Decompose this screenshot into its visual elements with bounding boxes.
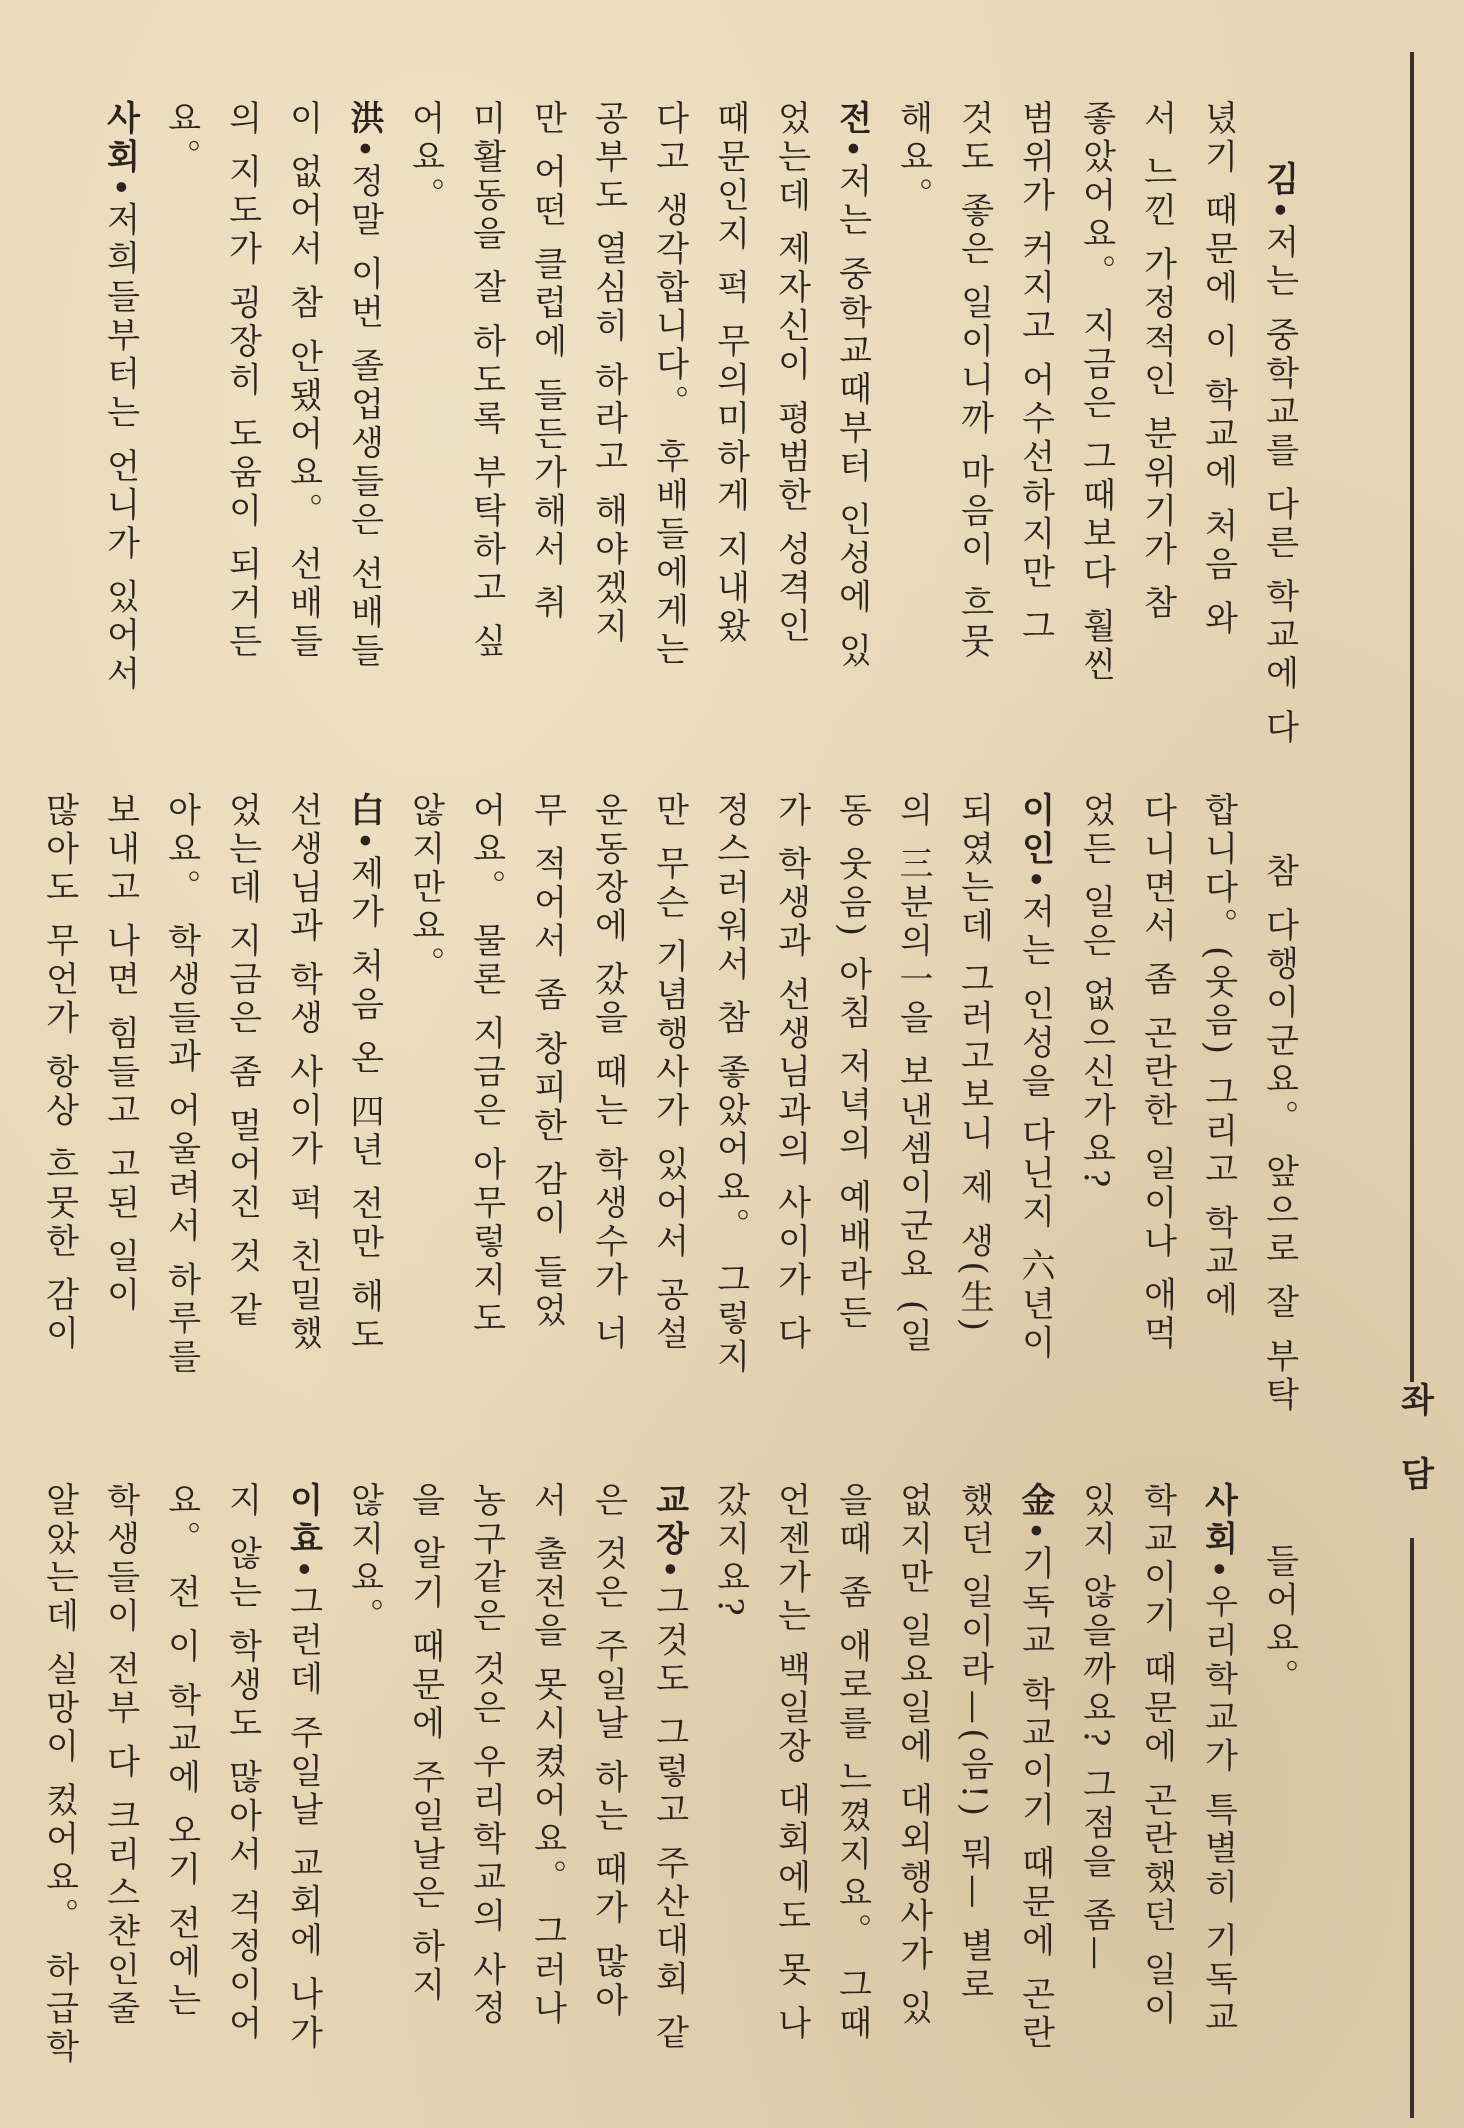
middle-text-block: 참 다행이군요。 앞으로 잘 부탁 합니다。(웃음) 그리고 학교에 다니면서 좀 곤란한 일이나 애먹 었든 일은 없으신가요? 이인•저는 인성을 다닌지 六년이 되였는데 그러고보니 제 생(生) 의 三분의一을 보낸셈이군요 (일 동 웃음) 아침 저녁의 예배라든 가 학생과 선생님과의 사이가 다 정스러워서 참 좋았어요。 그렇지 만 무슨 기념행사가 있어서 공설 운동장에 갔을 때는 학생수가 너 무 적어서 좀 창피한 감이 들었 어요。 물론 지금은 아무렇지도 않지만요。 白•제가 처음 온 四년 전만 해도 선생님과 학생 사이가 퍽 친밀했 었는데 지금은 좀 멀어진 것 같 아요。 학생들과 어울려서 하루를 보내고 나면 힘들고 고된 일이 많아도 무언가 항상 흐뭇한 감이	[39, 792, 1299, 1415]
utterance: 그것도 그렇고 주산대회 같 은 것은 주일날 하는 때가 많아 서 출전을 못시켰어요。 그러나 농구같은 것은 우리학교의 사정 을 알기 때문에 주일날은 하지 않지요。	[344, 1482, 689, 2053]
speaker-label: 金	[1015, 1482, 1055, 1521]
utterance: 저는 중학교때부터 인성에 있 었는데 제자신이 평범한 성격인 때문인지 퍽 무의미하게 지내왔 다고 생각합니다。 후배들에게는 공부도 열심히 하라고 해야겠지 만 어떤 클럽에 들든가해서 취 미활동을 잘 하도록 부탁하고 싶 어요。	[405, 100, 872, 671]
utterance: 저는 인성을 다닌지 六년이 되였는데 그러고보니 제 생(生) 의 三분의一을 보낸셈이군요 (일 동 웃음) 아침 저녁의 예배라든 가 학생과 선생님과의 사이가 다 정스러워서 참 좋았어요。 그렇지 만 무슨 기념행사가 있어서 공설 운동장에 갔을 때는 학생수가 너 무 적어서 좀 창피한 감이 들었 어요。 물론 지금은 아무렇지도 않지만요。	[405, 792, 1055, 1377]
speaker-label: 교장	[649, 1482, 689, 1559]
speaker-label: 사회	[1198, 1482, 1238, 1559]
speaker-label: 전	[832, 100, 872, 139]
utterance: 제가 처음 온 四년 전만 해도 선생님과 학생 사이가 퍽 친밀했 었는데 지금은 좀 멀어진 것 같 아요。 학생들과 어울려서 하루를 보내고 나면 힘들고 고된 일이 많아도 무언가 항상 흐뭇한 감이	[39, 792, 384, 1377]
column-rule-lower	[1410, 1538, 1414, 2118]
running-title: 좌담	[1394, 1382, 1434, 1530]
lower-text-block: 들어요。 사회•우리학교가 특별히 기독교 학교이기 때문에 곤란했던 일이 있지 않을까요? 그점을 좀— 金•기독교 학교이기 때문에 곤란 했던 일이라—(음!) 뭐— 별로 없지만 일요일에 대외행사가 있 을때 좀 애로를 느꼈지요。 그때 언젠가는 백일장 대회에도 못 나 갔지요? 교장•그것도 그렇고 주산대회 같 은 것은 주일날 하는 때가 많아 서 출전을 못시켰어요。 그러나 농구같은 것은 우리학교의 사정 을 알기 때문에 주일날은 하지 않지요。 이효•그런데 주일날 교회에 나가 지 않는 학생도 많아서 걱정이어 요。 전 이 학교에 오기 전에는 학생들이 전부 다 크리스챤인줄 알았는데 실망이 컸어요。 하급학	[39, 1482, 1299, 2067]
speaker-label: 사회	[100, 100, 140, 177]
column-rule-upper	[1410, 52, 1414, 1382]
utterance: 기독교 학교이기 때문에 곤란 했던 일이라—(음!) 뭐— 별로 없지만 일요일에 대외행사가 있 을때 좀 애로를 느꼈지요。 그때 언젠가는 백일장 대회에도 못 나 갔지요?	[710, 1482, 1055, 2053]
utterance: 우리학교가 특별히 기독교 학교이기 때문에 곤란했던 일이 있지 않을까요? 그점을 좀—	[1076, 1482, 1238, 2038]
utterance: 참 다행이군요。 앞으로 잘 부탁 합니다。(웃음) 그리고 학교에 다니면서 좀 곤란한 일이나 애먹 었든 일은 없으신가요?	[1076, 792, 1299, 1415]
upper-text-block: 김•저는 중학교를 다른 학교에 다 녔기 때문에 이 학교에 처음 와 서 느낀 가정적인 분위기가 참 좋았어요。 지금은 그때보다 훨씬 범위가 커지고 어수선하지만 그 것도 좋은 일이니까 마음이 흐뭇 해요。 전•저는 중학교때부터 인성에 있 었는데 제자신이 평범한 성격인 때문인지 퍽 무의미하게 지내왔 다고 생각합니다。 후배들에게는 공부도 열심히 하라고 해야겠지 만 어떤 클럽에 들든가해서 취 미활동을 잘 하도록 부탁하고 싶 어요。 洪•정말 이번 졸업생들은 선배들 이 없어서 참 안됐어요。 선배들 의 지도가 굉장히 도움이 되거든 요。 사회•저희들부터는 언니가 있어서	[100, 100, 1299, 748]
speaker-label: 洪	[344, 100, 384, 139]
speaker-label: 김	[1259, 161, 1299, 200]
utterance: 저희들부터는 언니가 있어서	[100, 201, 140, 695]
speaker-label: 白	[344, 792, 384, 831]
utterance: 들어요。	[1259, 1543, 1299, 1698]
utterance: 그런데 주일날 교회에 나가 지 않는 학생도 많아서 걱정이어 요。 전 이 학교에 오기 전에는 학생들이 전부 다 크리스챤인줄 알았는데 실망이 컸어요。 하급학	[39, 1482, 323, 2067]
speaker-label: 이효	[283, 1482, 323, 1559]
utterance: 정말 이번 졸업생들은 선배들 이 없어서 참 안됐어요。 선배들 의 지도가 굉장히 도움이 되거든 요。	[161, 100, 384, 671]
speaker-label: 이인	[1015, 792, 1055, 869]
utterance: 저는 중학교를 다른 학교에 다 녔기 때문에 이 학교에 처음 와 서 느낀 가정적인 분위기가 참 좋았어요。 지금은 그때보다 훨씬 범위가 커지고 어수선하지만 그 것도 좋은 일이니까 마음이 흐뭇 해요。	[893, 100, 1299, 748]
